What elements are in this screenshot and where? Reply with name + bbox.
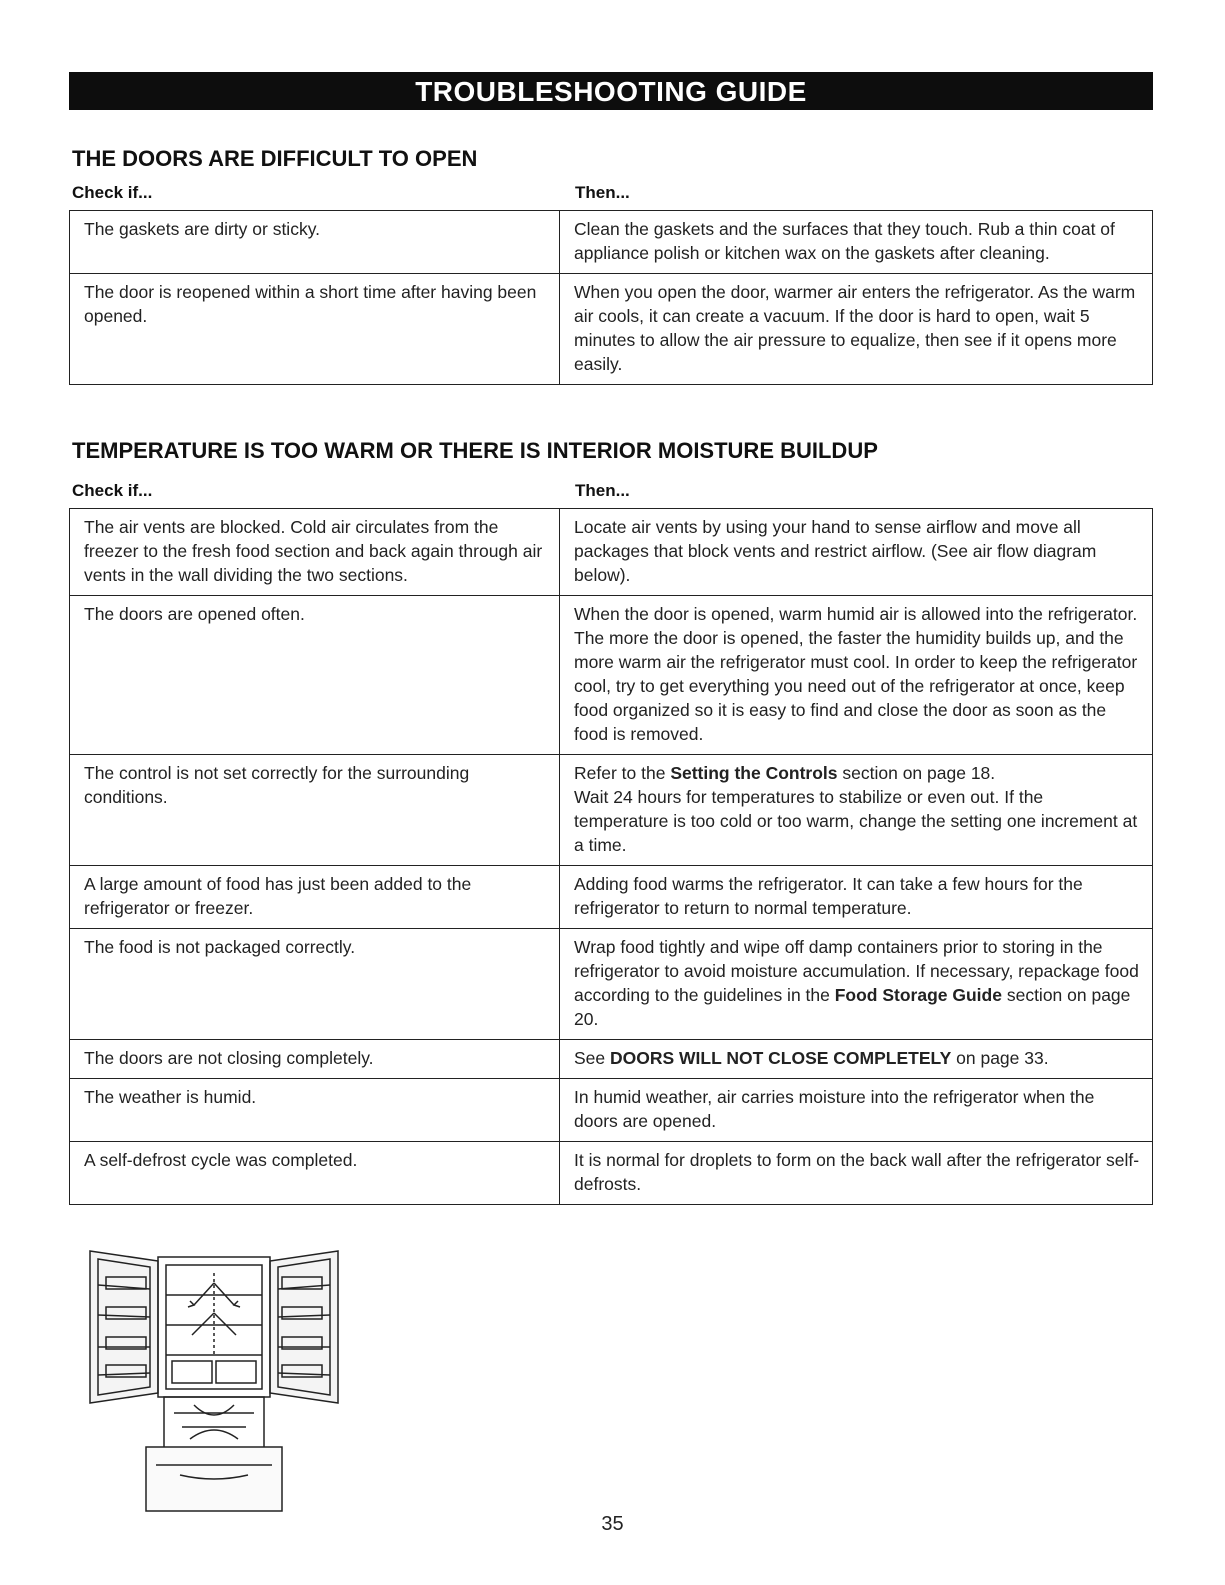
- remedy-text: Wrap food tightly and wipe off damp containers prior to storing in the refrigerator to avoid moisture accumulation. If necessary, repackage food according to the guidelines in the: [574, 937, 1139, 1005]
- remedy-text: Adding food warms the refrigerator. It can take a few hours for the refrigerator to return to normal temperature.: [574, 874, 1083, 918]
- section-title-doors-difficult: THE DOORS ARE DIFFICULT TO OPEN: [72, 146, 478, 171]
- section-title-temperature-moisture: TEMPERATURE IS TOO WARM OR THERE IS INTERIOR MOISTURE BUILDUP: [72, 438, 878, 463]
- table-row: [70, 509, 1153, 596]
- then-cell: [560, 1079, 1153, 1142]
- remedy-text: See: [574, 1048, 610, 1068]
- remedy-text: Refer to the: [574, 763, 671, 783]
- then-cell: [560, 866, 1153, 929]
- remedy-text: Clean the gaskets and the surfaces that they touch. Rub a thin coat of appliance polish or kitchen wax on the gaskets after cleaning.: [574, 219, 1115, 263]
- then-cell: [560, 509, 1153, 596]
- check-cell: The control is not set correctly for the surrounding conditions.: [70, 755, 560, 866]
- then-cell: [560, 274, 1153, 385]
- then-header: Then...: [575, 183, 630, 202]
- bold-reference: DOORS WILL NOT CLOSE COMPLETELY: [610, 1048, 952, 1068]
- bold-reference: Setting the Controls: [670, 763, 838, 783]
- temperature-troubleshooting-table: [69, 508, 1153, 1205]
- remedy-text: When the door is opened, warm humid air is allowed into the refrigerator. The more the door is opened, the faster the humidity builds up, and the more warm air the refrigerator must cool. In order to keep the refrigerator cool, try to get everything you need out of the refrigerator at once, keep food organized so it is easy to find and close the door as soon as the food is removed.: [574, 604, 1138, 744]
- check-if-header: Check if...: [72, 481, 153, 500]
- check-cell: The door is reopened within a short time after having been opened.: [70, 274, 560, 385]
- check-cell: A large amount of food has just been added to the refrigerator or freezer.: [70, 866, 560, 929]
- table-row: [70, 866, 1153, 929]
- remedy-text: section on page 20.: [574, 985, 1131, 1029]
- check-cell: The food is not packaged correctly.: [70, 929, 560, 1040]
- doors-troubleshooting-table: [69, 210, 1153, 385]
- table-body: [70, 509, 1153, 1205]
- check-if-header: Check if...: [72, 183, 153, 202]
- page-banner-title: TROUBLESHOOTING GUIDE: [69, 72, 1153, 110]
- check-cell: The air vents are blocked. Cold air circulates from the freezer to the fresh food section and back again through air vents in the wall dividing the two sections.: [70, 509, 560, 596]
- then-cell: [560, 211, 1153, 274]
- refrigerator-airflow-diagram-icon: [86, 1243, 342, 1518]
- table-row: [70, 755, 1153, 866]
- then-cell: [560, 929, 1153, 1040]
- table-row: [70, 929, 1153, 1040]
- check-cell: A self-defrost cycle was completed.: [70, 1142, 560, 1205]
- table-row: [70, 1040, 1153, 1079]
- then-cell: [560, 1040, 1153, 1079]
- remedy-text: Locate air vents by using your hand to sense airflow and move all packages that block vents and restrict airflow. (See air flow diagram below).: [574, 517, 1097, 585]
- check-cell: The doors are opened often.: [70, 596, 560, 755]
- remedy-text: Wait 24 hours for temperatures to stabilize or even out. If the temperature is too cold or too warm, change the setting one increment at a time.: [574, 787, 1138, 855]
- table-row: [70, 211, 1153, 274]
- table-body: [70, 211, 1153, 385]
- remedy-text: It is normal for droplets to form on the back wall after the refrigerator self-defrosts.: [574, 1150, 1140, 1194]
- page-number: 35: [601, 1513, 624, 1535]
- table-row: [70, 1079, 1153, 1142]
- check-cell: The doors are not closing completely.: [70, 1040, 560, 1079]
- table-row: [70, 596, 1153, 755]
- bold-reference: Food Storage Guide: [834, 985, 1002, 1005]
- table-row: [70, 1142, 1153, 1205]
- table-row: [70, 274, 1153, 385]
- remedy-text: on page 33.: [951, 1048, 1049, 1068]
- then-header: Then...: [575, 481, 630, 500]
- check-cell: The gaskets are dirty or sticky.: [70, 211, 560, 274]
- then-cell: [560, 755, 1153, 866]
- remedy-text: When you open the door, warmer air enters the refrigerator. As the warm air cools, it can create a vacuum. If the door is hard to open, wait 5 minutes to allow the air pressure to equalize, then see if it opens more easily.: [574, 282, 1136, 374]
- check-cell: The weather is humid.: [70, 1079, 560, 1142]
- then-cell: [560, 1142, 1153, 1205]
- then-cell: [560, 596, 1153, 755]
- remedy-text: In humid weather, air carries moisture into the refrigerator when the doors are opened.: [574, 1087, 1095, 1131]
- remedy-text: section on page 18.: [837, 763, 996, 783]
